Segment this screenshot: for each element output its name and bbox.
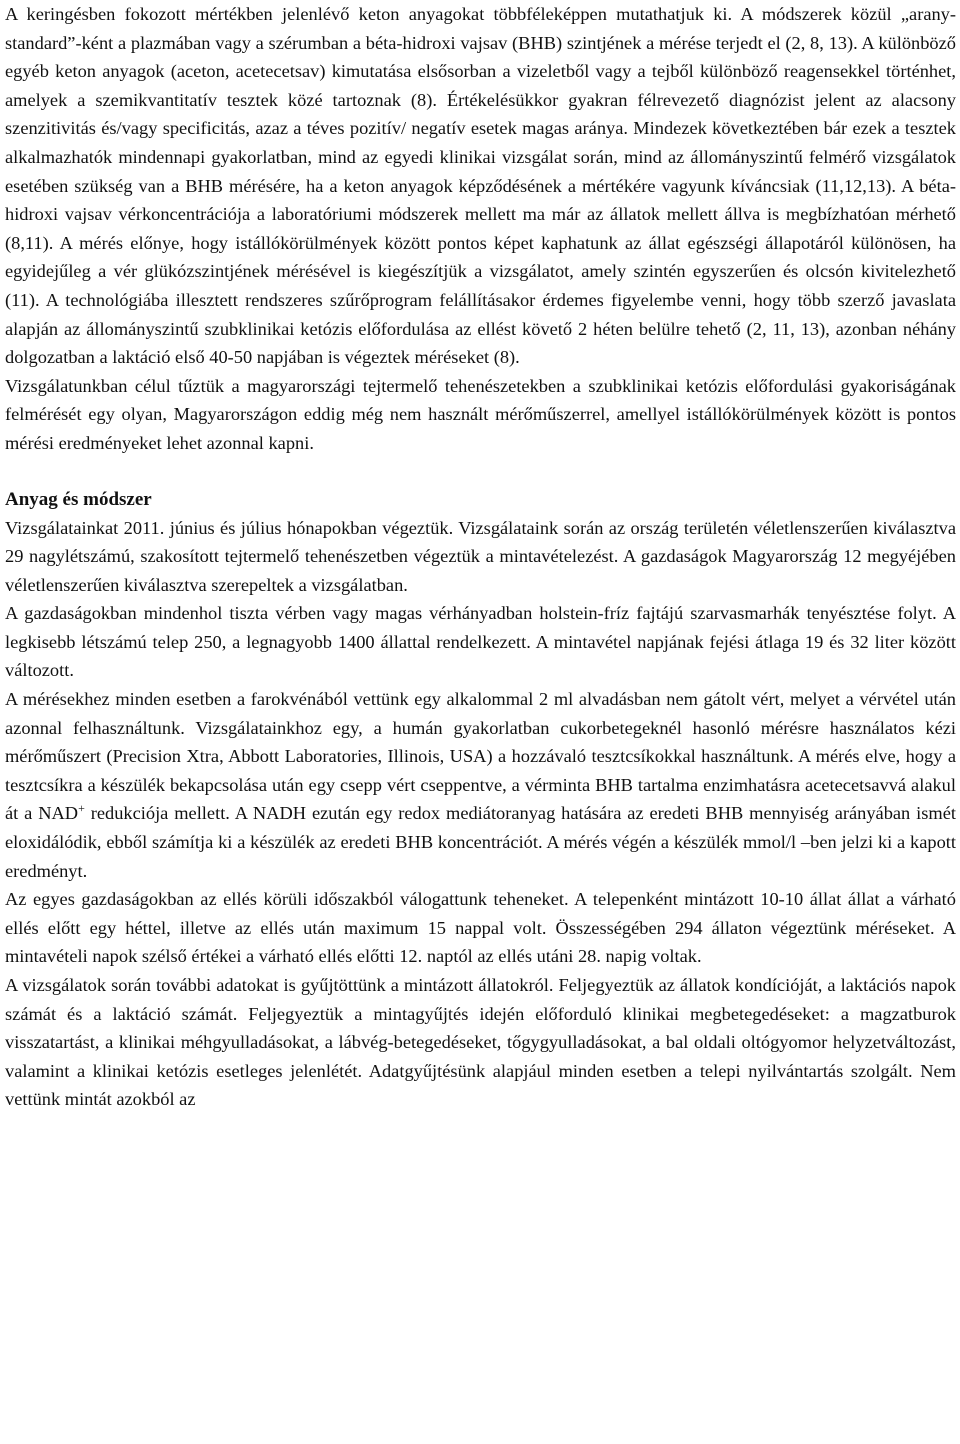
measurement-text-end: redukciója mellett. A NADH ezután egy redox mediátoranyag hatására az eredeti BHB mennyiség arányában ismét eloxidálódik, ebből számítja ki a készülék az eredeti BHB koncentrációt. A mérés végén a készülék mmol/l –ben jelzi ki a kapott eredményt.	[5, 803, 956, 881]
section-heading: Anyag és módszer	[5, 488, 152, 510]
document-page	[5, 0, 956, 1114]
measurement-text-start: A mérésekhez minden esetben a farokvénából vettünk egy alkalommal 2 ml alvadásban nem gátolt vért, melyet a vérvétel után azonnal felhasználtunk. Vizsgálatainkhoz egy, a humán gyakorlatban cukorbetegeknél hasonló mérésre használatos kézi mérőműszert (Precision Xtra, Abbott Laboratories, Illinois, USA) a hozzávaló tesztcsíkokkal használtunk. A mérés elve, hogy a tesztcsíkra a készülék bekapcsolása után egy csepp vért cseppentve, a vérminta BHB tartalma enzimhatásra acetecetsavvá alakul át a NAD	[5, 689, 956, 824]
methods-paragraph-timing: Vizsgálatainkat 2011. június és július hónapokban végeztük. Vizsgálataink során az ország területén véletlenszerűen kiválasztva 29 nagylétszámú, szakosított tejtermelő tehenészetben végeztük a mintavételezést. A gazdaságok Magyarország 12 megyéjében véletlenszerűen kiválasztva szerepeltek a vizsgálatban.	[5, 517, 956, 595]
intro-paragraph: A keringésben fokozott mértékben jelenlévő keton anyagokat többféleképpen mutathatjuk ki. A módszerek közül „arany-standard”-ként a plazmában vagy a szérumban a béta-hidroxi vajsav (BHB) szintjének a mérése terjedt el (2, 8, 13). A különböző egyéb keton anyagok (aceton, acetecetsav) kimutatása elsősorban a vizeletből vagy a tejből különböző reagensekkel történhet, amelyek a szemikvantitatív tesztek közé tartoznak (8). Értékelésükkor gyakran félrevezető diagnózist jelent az alacsony szenzitivitás és/vagy specificitás, azaz a téves pozitív/ negatív esetek magas aránya. Mindezek következtében bár ezek a tesztek alkalmazhatók mindennapi gyakorlatban, mind az egyedi klinikai vizsgálat során, mind az állományszintű felmérő vizsgálatok esetében szükség van a BHB mérésére, ha a keton anyagok képződésének a mértékére vagyunk kíváncsiak (11,12,13). A béta-hidroxi vajsav vérkoncentrációja a laboratóriumi módszerek mellett ma már az állatok mellett állva is megbízhatóan mérhető (8,11). A mérés előnye, hogy istállókörülmények között pontos képet kaphatunk az állat egészségi állapotáról különösen, ha egyidejűleg a vér glükózszintjének mérésével is kiegészítjük a vizsgálatot, amely szintén egyszerűen és olcsón kivitelezhető (11). A technológiába illesztett rendszeres szűrőprogram felállításakor érdemes figyelembe venni, hogy több szerző javaslata alapján az állományszintű szubklinikai ketózis előfordulása az ellést követő 2 héten belülre tehető (2, 11, 13), azonban néhány dolgozatban a laktáció első 40-50 napjában is végeztek méréseket (8).	[5, 4, 956, 368]
aim-paragraph: Vizsgálatunkban célul tűztük a magyarországi tejtermelő tehenészetekben a szubklinikai ketózis előfordulási gyakoriságának felmérését egy olyan, Magyarországon eddig még nem használt mérőműszerrel, amellyel istállókörülmények között is pontos mérési eredményeket lehet azonnal kapni.	[5, 375, 956, 453]
methods-paragraph-sampling: Az egyes gazdaságokban az ellés körüli időszakból válogattunk teheneket. A telepenként mintázott 10-10 állat állat a várható ellés előtt egy héttel, illetve az ellés után maximum 15 nappal volt. Összességében 294 állaton végeztünk méréseket. A mintavételi napok szélső értékei a várható ellés előtti 12. naptól az ellés utáni 28. napig voltak.	[5, 889, 956, 967]
nad-superscript: +	[78, 801, 85, 816]
methods-paragraph-measurement	[5, 685, 956, 885]
methods-paragraph-farms: A gazdaságokban mindenhol tiszta vérben vagy magas vérhányadban holstein-fríz fajtájú szarvasmarhák tenyésztése folyt. A legkisebb létszámú telep 250, a legnagyobb 1400 állattal rendelkezett. A mintavétel napjának fejési átlaga 19 és 32 liter között változott.	[5, 603, 956, 681]
methods-paragraph-data-collection: A vizsgálatok során további adatokat is gyűjtöttünk a mintázott állatokról. Feljegyeztük az állatok kondícióját, a laktációs napok számát és a laktáció számát. Feljegyeztük a mintagyűjtés idején előforduló klinikai megbetegedéseket: a magzatburok visszatartást, a klinikai méhgyulladásokat, a lábvég-betegedéseket, tőgygyulladásokat, a bal oldali oltógyomor helyzetváltozást, valamint a klinikai ketózis esetleges jelenlétét. Adatgyűjtésünk alapjául minden esetben a telepi nyilvántartás szolgált. Nem vettünk mintát azokból az	[5, 975, 956, 1110]
